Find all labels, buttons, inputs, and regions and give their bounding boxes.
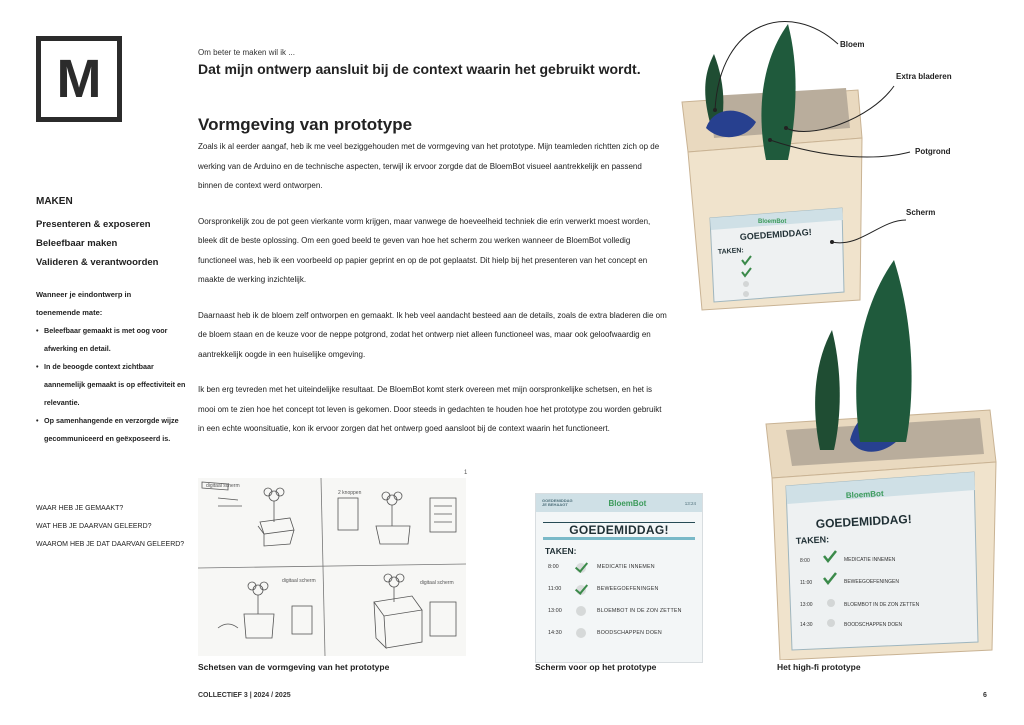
paragraph: Oorspronkelijk zou de pot geen vierkante vorm krijgen, maar vanwege de hoeveelheid techniek die erin verwerkt moest worden, bleek dit de beste oplossing. Om een goed beeld te geven van hoe het scherm zou werken wanneer de BloemBot volledig functioneel was, heb ik een voorbeeld op papier geprint en op de pot geplaatst. Dit hielp bij het presenteren van het concept en maakte de werking inzichtelijk. [198,216,651,284]
prototype-bottom-title: GOEDEMIDDAG! [815,511,913,531]
screen-brand-logo: BloemBot [608,498,647,508]
task-time: 8:00 [548,564,559,570]
annotation-bloem: Bloem [840,40,865,49]
chapter-letter: M [56,49,102,109]
sidebar [36,196,186,448]
footer-page-number: 6 [983,692,987,699]
sketch-note: digitaal scherm [206,483,240,489]
sketch-note: digitaal scherm [282,578,316,584]
question-waar: WAAR HEB JE GEMAAKT? [36,505,124,512]
sidebar-item-presenteren: Presenteren & exposeren [36,219,151,230]
question-waarom: WAAROM HEB JE DAT DAARVAN GELEERD? [36,541,185,548]
sketch-note: digitaal scherm [420,580,454,586]
sketch-caption: Schetsen van de vormgeving van het prototype [198,662,390,672]
annotation-extra-bladeren: Extra bladeren [896,72,952,81]
sidebar-item-beleefbaar: Beleefbaar maken [36,238,118,249]
prototype-task-time: 8:00 [800,558,810,564]
criteria-line: • In de beoogde context zichtbaar [44,362,154,371]
prototype-task-label: MEDICATIE INNEMEN [844,557,896,563]
intro-statement: Dat mijn ontwerp aansluit bij de context waarin het gebruikt wordt. [198,61,641,77]
criteria-line: afwerking en detail. [44,344,111,353]
paragraph: Ik ben erg tevreden met het uiteindelijke resultaat. De BloemBot komt sterk overeen met mijn oorspronkelijke schetsen, en het is mooi om te zien hoe het concept tot leven is gekomen. Door steeds in gedachten te houden hoe het prototype zou worden gebruikt in een echte woonsituatie, kon ik ervoor zorgen dat het ontwerp goed aansloot bij de context waarin het functioneert. [198,385,662,433]
criteria-line: relevantie. [44,398,80,407]
empty-circle-icon [574,627,590,639]
prototype-bottom-tasks-label: TAKEN: [795,534,830,546]
criteria-line: • Beleefbaar gemaakt is met oog voor [44,326,168,335]
sketch-image [198,478,466,656]
prototype-top-tasks-label: TAKEN: [717,247,744,256]
chapter-logo [36,36,122,122]
sidebar-item-valideren: Valideren & verantwoorden [36,257,159,268]
prototype-top-title: GOEDEMIDDAG! [739,226,812,242]
criteria-list [36,322,186,448]
criteria-line: aannemelijk gemaakt is op effectiviteit en [44,380,186,389]
prototype-task-label: BEWEEGOEFENINGEN [844,579,900,585]
prototype-task-label: BLOEMBOT IN DE ZON ZETTEN [844,602,920,608]
checkmark-icon [574,583,590,595]
prototype-bottom-brand: BloemBot [845,489,884,500]
paragraph: Zoals ik al eerder aangaf, heb ik me veel beziggehouden met de vormgeving van het prototype. Mijn teamleden richtten zich op de werking van de Arduino en de technische aspecten, terwijl ik ervoor zorgde dat de BloemBot visueel aantrekkelijk en passend binnen de context werd ontworpen. [198,142,660,190]
criteria-intro [36,286,186,322]
paragraph: Daarnaast heb ik de bloem zelf ontworpen en gemaakt. Ik heb veel aandacht besteed aan de details, zoals de extra bladeren die om de bloem staan en de keuze voor de neppe potgrond, zodat het ontwerp niet alleen functioneel was, maar ook geloofwaardig en aantrekkelijk oogde in een huiselijke omgeving. [198,310,667,359]
prototype-illustration [670,10,1024,660]
footer-course: COLLECTIEF 3 | 2024 / 2025 [198,692,291,699]
criteria-item [36,358,186,412]
prototype-task-time: 14:30 [800,622,813,628]
reflection-questions [36,500,184,554]
task-time: 14:30 [548,630,562,636]
main-content [198,48,668,439]
criteria-intro-line: Wanneer je eindontwerp in [36,290,132,299]
criteria-line: • Op samenhangende en verzorgde wijze [44,416,179,425]
empty-circle-icon [574,605,590,617]
prototype-bottom [766,260,996,660]
screen-clock: 13:24 [684,500,696,506]
checkmark-icon [574,561,590,573]
task-time: 13:00 [548,608,562,614]
screen-caption: Scherm voor op het prototype [535,662,657,672]
criteria-line: gecommuniceerd en geëxposeerd is. [44,434,171,443]
task-label: BEWEEGOEFENINGEN [597,586,659,592]
criteria-item [36,412,186,448]
task-label: BLOEMBOT IN DE ZON ZETTEN [597,608,682,614]
sidebar-heading: MAKEN [36,196,73,207]
task-label: BOODSCHAPPEN DOEN [597,630,662,636]
prototype-task-label: BOODSCHAPPEN DOEN [844,622,903,628]
screen-title: GOEDEMIDDAG! [569,523,669,537]
sketch-page-number: 1 [464,470,468,476]
prototype-top [682,22,910,310]
sketch-note: 2 knoppen [338,490,362,496]
annotation-potgrond: Potgrond [915,147,951,156]
section-title: Vormgeving van prototype [198,115,413,134]
intro-lead: Om beter te maken wil ik ... [198,48,295,57]
annotation-scherm: Scherm [906,208,936,217]
sketch-drawing [198,478,466,656]
screen-greeting-small: GOEDEMIDDAG JE BEHAAGT [542,497,573,507]
screen-tasks-label: TAKEN: [545,546,577,556]
question-wat: WAT HEB JE DAARVAN GELEERD? [36,523,152,530]
task-time: 11:00 [548,586,562,592]
criteria-item [36,322,186,358]
prototype-caption: Het high-fi prototype [777,662,861,672]
criteria-intro-line: toenemende mate: [36,308,103,317]
prototype-task-time: 13:00 [800,602,813,608]
prototype-task-time: 11:00 [800,580,813,586]
prototype-top-brand: BloemBot [758,219,787,225]
task-label: MEDICATIE INNEMEN [597,564,655,570]
